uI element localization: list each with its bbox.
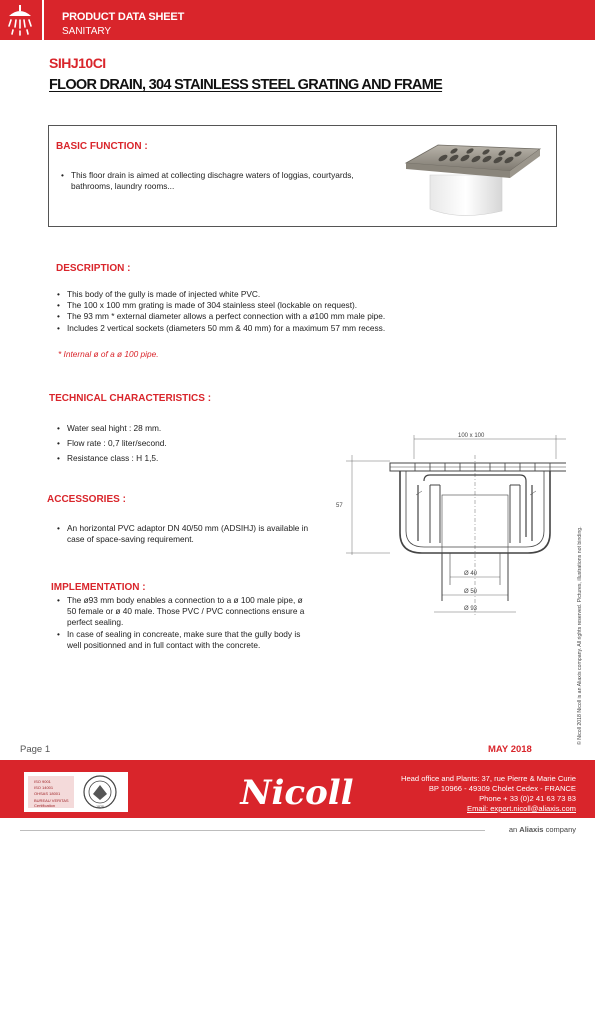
list-item: • Water seal hight : 28 mm. [57,421,317,436]
email-link[interactable]: Email: export.nicoll@aliaxis.com [467,804,576,813]
address-line: Phone + 33 (0)2 41 63 73 83 [479,794,576,803]
address-line: BP 10966 - 49309 Cholet Cedex - FRANCE [428,784,576,793]
list-item: • The 100 x 100 mm grating is made of 304 stainless steel (lockable on request). [57,300,487,311]
header-bar [0,0,595,40]
list-item: • In case of sealing in concreate, make sure that the gully body is well positionned and in full contact with the concrete. [57,629,312,651]
svg-text:Nicoll: Nicoll [240,773,354,813]
description-heading: DESCRIPTION : [56,263,131,274]
nicoll-logo [222,770,372,815]
product-photo [398,133,548,223]
address-line: Head office and Plants: 37, rue Pierre & Marie Curie [400,774,576,783]
header-separator [42,0,44,40]
basic-function-heading: BASIC FUNCTION : [56,141,148,152]
list-item: • Resistance class : H 1,5. [57,451,317,466]
cert-iso9001: ISO 9001 [34,779,51,784]
dimension-d40: Ø 40 [464,571,478,577]
product-title: FLOOR DRAIN, 304 STAINLESS STEEL GRATING AND FRAME [49,77,443,93]
aliaxis-prefix: an [508,825,518,834]
implementation-list [57,595,312,651]
list-item: • Includes 2 vertical sockets (diameters 50 mm & 40 mm) for a maximum 57 mm recess. [57,323,487,334]
dimension-width: 100 x 100 [458,433,485,439]
sheet-category: SANITARY [62,26,112,37]
list-item: • The 93 mm * external diameter allows a perfect connection with a ø100 mm male pipe. [57,311,487,322]
list-item: • The ø93 mm body enables a connection to a ø 100 male pipe, ø 50 female or ø 40 male. Those PVC / PVC connections ensure a perfect sealing. [57,595,312,629]
implementation-heading: IMPLEMENTATION : [51,582,146,593]
accessories-heading: ACCESSORIES : [47,494,126,505]
footer-address [401,774,576,814]
accessories-list [57,523,312,545]
product-code: SIHJ10CI [49,55,106,71]
dimension-d50: Ø 50 [464,589,478,595]
list-item: • This body of the gully is made of injected white PVC. [57,289,487,300]
bureau-veritas-seal-icon [80,774,120,810]
list-item: • An horizontal PVC adaptor DN 40/50 mm (ADSIHJ) is available in case of space-saving requirement. [57,523,312,545]
description-note: * Internal ø of a ø 100 pipe. [58,349,159,359]
technical-list [57,421,317,466]
cert-ohsas18001: OHSAS 18001 [34,791,61,796]
shower-icon [0,0,40,40]
technical-drawing [330,425,566,625]
publication-date: MAY 2018 [488,744,532,755]
aliaxis-suffix: company [545,825,576,834]
certification-list [28,776,74,808]
description-list [57,289,487,334]
aliaxis-rule [20,830,485,831]
dimension-height: 57 [336,503,343,509]
technical-heading: TECHNICAL CHARACTERISTICS : [49,393,212,404]
certification-badge [24,772,128,812]
svg-text:1828: 1828 [96,805,104,809]
copyright-text: © Nicoll 2018 Nicoll is an Aliaxis company. All rights reserved. Pictures, illustrations not binding. [577,526,583,745]
cert-body: BUREAU VERITAS Certification [34,798,69,808]
aliaxis-name: Aliaxis [519,825,544,834]
sheet-title: PRODUCT DATA SHEET [62,11,185,23]
page-number: Page 1 [20,744,51,755]
cert-iso14001: ISO 14001 [34,785,54,790]
list-item: • Flow rate : 0,7 liter/second. [57,436,317,451]
basic-function-list [61,170,366,192]
list-item: • This floor drain is aimed at collecting dischagre waters of loggias, courtyards, bathrooms, laundry rooms... [61,170,366,192]
aliaxis-tagline [509,825,576,834]
dimension-d93: Ø 93 [464,606,478,612]
